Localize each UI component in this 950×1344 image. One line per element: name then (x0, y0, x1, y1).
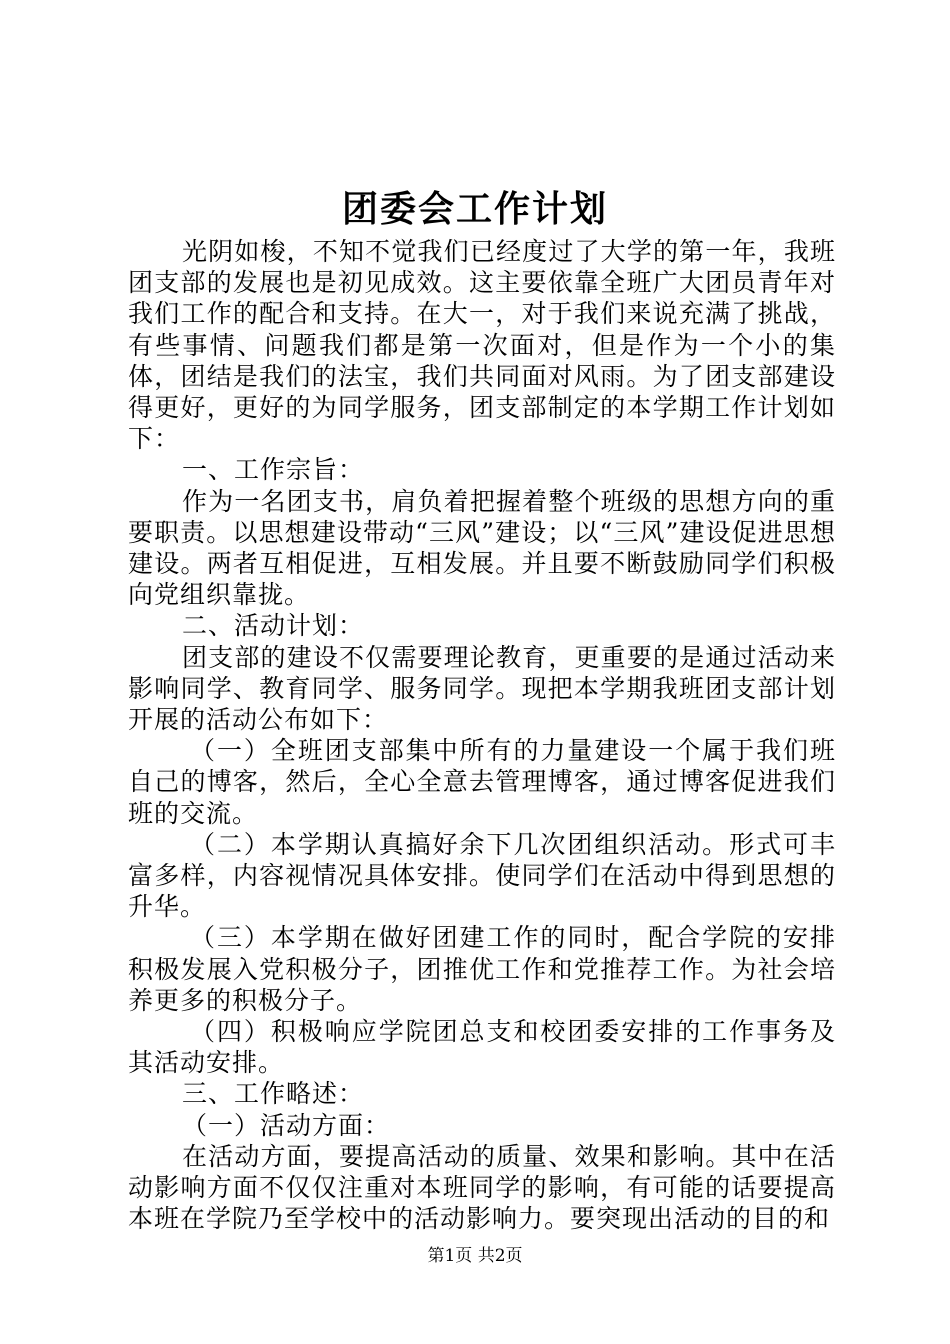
activities-paragraph: 在活动方面，要提高活动的质量、效果和影响。其中在活动影响方面不仅仅注重对本班同学的影响，有可能的话要提高本班在学院乃至学校中的活动影响力。要突现出活动的目的和 (128, 1141, 836, 1234)
activity-item-1: （一）全班团支部集中所有的力量建设一个属于我们班自己的博客，然后，全心全意去管理博客，通过博客促进我们班的交流。 (128, 736, 836, 828)
purpose-paragraph: 作为一名团支书，肩负着把握着整个班级的思想方向的重要职责。以思想建设带动“三风”建设；以“三风”建设促进思想建设。两者互相促进，互相发展。并且要不断鼓励同学们积极向党组织靠拢。 (128, 486, 836, 610)
activity-item-3: （三）本学期在做好团建工作的同时，配合学院的安排积极发展入党积极分子，团推优工作和党推荐工作。为社会培养更多的积极分子。 (128, 923, 836, 1015)
intro-paragraph: 光阴如梭，不知不觉我们已经度过了大学的第一年，我班团支部的发展也是初见成效。这主要依靠全班广大团员青年对我们工作的配合和支持。在大一，对于我们来说充满了挑战，有些事情、问题我们都是第一次面对，但是作为一个小的集体，团结是我们的法宝，我们共同面对风雨。为了团支部建设得更好，更好的为同学服务，团支部制定的本学期工作计划如下： (128, 237, 836, 454)
document-title: 团委会工作计划 (341, 188, 608, 230)
section-heading-activity-plan: 二、活动计划： (182, 611, 365, 641)
activity-item-4: （四）积极响应学院团总支和校团委安排的工作事务及其活动安排。 (128, 1017, 836, 1078)
page-footer: 第1页 共2页 (427, 1246, 523, 1266)
section-heading-work-overview: 三、工作略述： (182, 1079, 365, 1109)
activity-plan-paragraph: 团支部的建设不仅需要理论教育，更重要的是通过活动来影响同学、教育同学、服务同学。现把本学期我班团支部计划开展的活动公布如下： (128, 642, 836, 735)
subsection-heading-activities: （一）活动方面： (182, 1110, 391, 1140)
activity-item-2: （二）本学期认真搞好余下几次团组织活动。形式可丰富多样，内容视情况具体安排。使同学们在活动中得到思想的升华。 (128, 829, 836, 922)
section-heading-purpose: 一、工作宗旨： (182, 455, 365, 485)
document-body (128, 236, 836, 1235)
